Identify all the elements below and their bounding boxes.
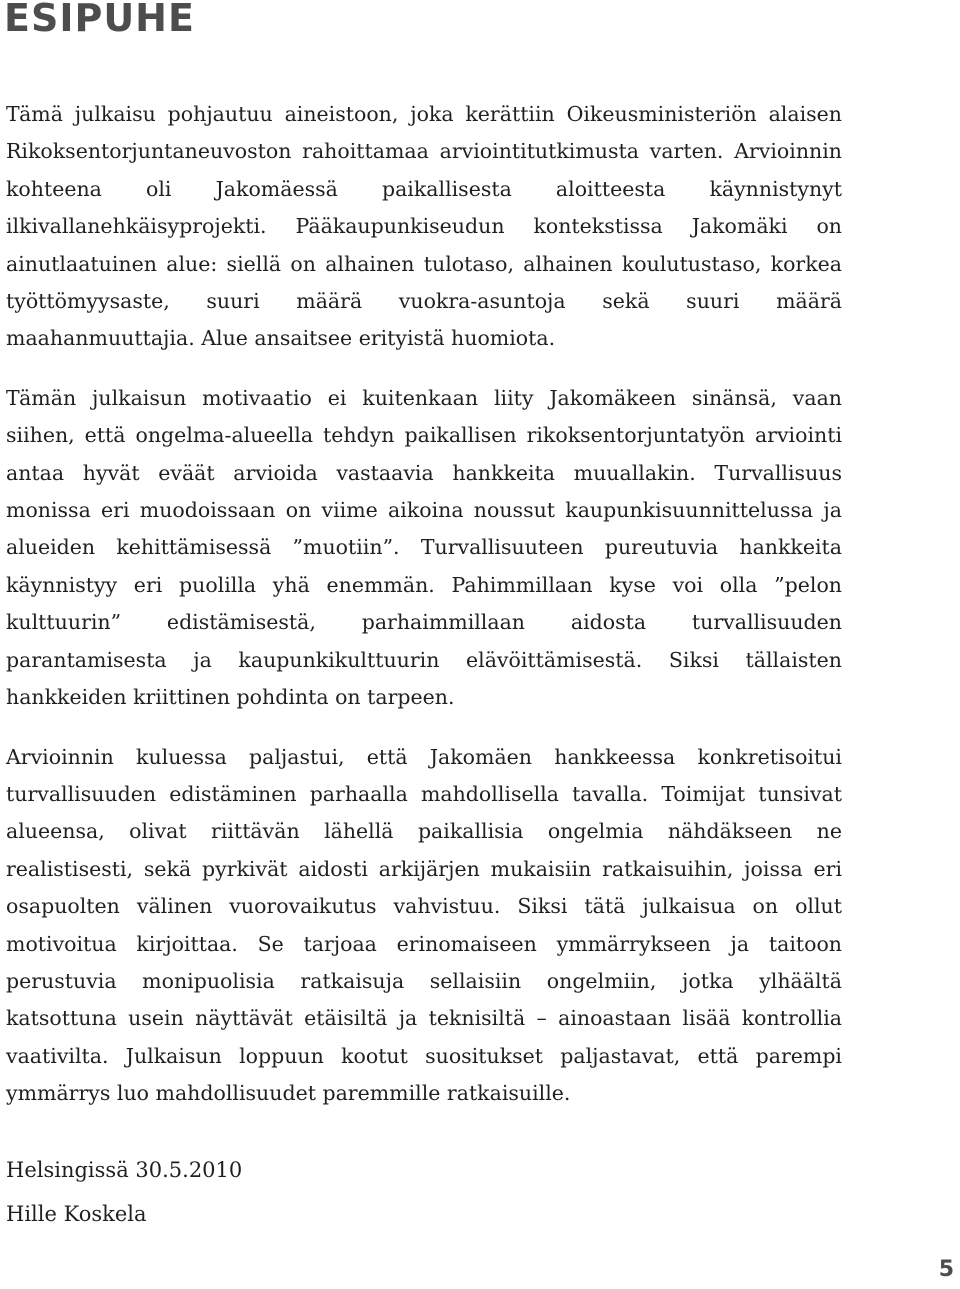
preface-body: [6, 96, 842, 1135]
paragraph-3: Arvioinnin kuluessa paljastui, että Jakomäen hankkeessa konkretisoitui turvallisuuden edistäminen parhaalla mahdollisella tavalla. Toimijat tunsivat alueensa, olivat riittävän lähellä paikallisia ongelmia nähdäkseen ne realistisesti, sekä pyrkivät aidosti arkijärjen mukaisiin ratkaisuihin, joissa eri osapuolten välinen vuorovaikutus vahvistuu. Siksi tätä julkaisua on ollut motivoitua kirjoittaa. Se tarjoaa erinomaiseen ymmärrykseen ja taitoon perustuvia monipuolisia ratkaisuja sellaisiin ongelmiin, jotka ylhäältä katsottuna usein näyttävät etäisiltä ja teknisiltä – ainoastaan lisää kontrollia vaativilta. Julkaisun loppuun kootut suositukset paljastavat, että parempi ymmärrys luo mahdollisuudet paremmille ratkaisuille.: [6, 744, 842, 1106]
paragraph-2: Tämän julkaisun motivaatio ei kuitenkaan liity Jakomäkeen sinänsä, vaan siihen, että ongelma-alueella tehdyn paikallisen rikoksentorjuntatyön arviointi antaa hyvät eväät arvioida vastaavia hankkeita muuallakin. Turvallisuus monissa eri muodoissaan on viime aikoina noussut kaupunkisuunnittelussa ja alueiden kehittämisessä ”muotiin”. Turvallisuuteen pureutuvia hankkeita käynnistyy eri puolilla yhä enemmän. Pahimmillaan kyse voi olla ”pelon kulttuurin” edistämisestä, parhaimmillaan aidosta turvallisuuden parantamisesta ja kaupunkikulttuurin elävöittämisestä. Siksi tällaisten hankkeiden kriittinen pohdinta on tarpeen.: [6, 385, 842, 710]
page-heading: ESIPUHE: [4, 0, 195, 40]
signature-block: [6, 1148, 242, 1236]
signature-author: Hille Koskela: [6, 1202, 147, 1226]
signature-place-date: Helsingissä 30.5.2010: [6, 1158, 243, 1182]
paragraph-1: Tämä julkaisu pohjautuu aineistoon, joka kerättiin Oikeusministeriön alaisen Rikoksentorjuntaneuvoston rahoittamaa arviointitutkimusta varten. Arvioinnin kohteena oli Jakomäessä paikallisesta aloitteesta käynnistynyt ilkivallanehkäisyprojekti. Pääkaupunkiseudun kontekstissa Jakomäki on ainutlaatuinen alue: siellä on alhainen tulotaso, alhainen koulutustaso, korkea työttömyysaste, suuri määrä vuokra-asuntoja sekä suuri määrä maahanmuuttajia. Alue ansaitsee erityistä huomiota.: [6, 102, 842, 351]
page-number: 5: [938, 1257, 954, 1282]
